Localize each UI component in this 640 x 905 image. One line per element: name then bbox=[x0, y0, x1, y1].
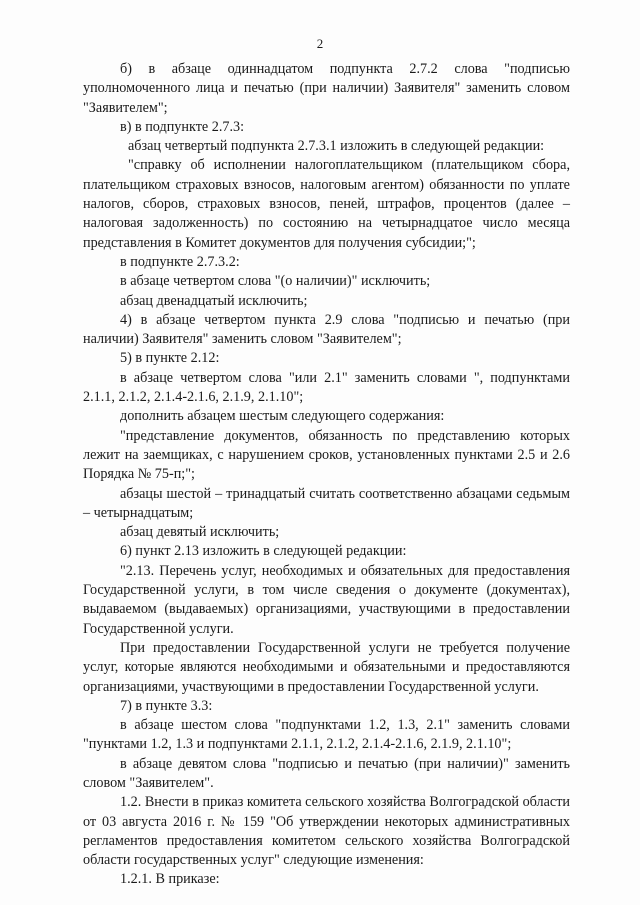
paragraph: "2.13. Перечень услуг, необходимых и обязательных для предоставления Государственной услуги, в том числе сведения о документе (документах), выдаваемом (выдаваемых) организациями, участвующими в предоставлении Государственной услуги. bbox=[83, 562, 570, 637]
paragraph: 7) в пункте 3.3: bbox=[120, 697, 213, 714]
paragraph: в абзаце шестом слова "подпунктами 1.2, 1.3, 2.1" заменить словами "пунктами 1.2, 1.3 и подпунктами 2.1.1, 2.1.2, 2.1.4-2.1.6, 2.1.9, 2.1.10"; bbox=[83, 717, 570, 753]
paragraph: в абзаце девятом слова "подписью и печатью (при наличии)" заменить словом "Заявителем". bbox=[83, 755, 570, 791]
paragraph: абзац двенадцатый исключить; bbox=[120, 292, 308, 309]
paragraph: в абзаце четвертом слова "или 2.1" заменить словами ", подпунктами 2.1.1, 2.1.2, 2.1.4-2.1.6, 2.1.9, 2.1.10"; bbox=[83, 369, 570, 406]
paragraph: 1.2. Внести в приказ комитета сельского хозяйства Волгоградской области от 03 августа 2016 г. № 159 "Об утверждении некоторых административных регламентов предоставления комитетом сельского хозяйства Волгоградской области государственных услуг" следующие изменения: bbox=[83, 794, 570, 869]
paragraph: абзац четвертый подпункта 2.7.3.1 изложить в следующей редакции: bbox=[128, 138, 545, 155]
page-number: 2 bbox=[316, 36, 324, 51]
document-body bbox=[83, 60, 570, 890]
paragraph: 6) пункт 2.13 изложить в следующей редакции: bbox=[120, 543, 407, 560]
paragraph: абзацы шестой – тринадцатый считать соответственно абзацами седьмым – четырнадцатым; bbox=[83, 485, 570, 521]
paragraph: в абзаце четвертом слова "(о наличии)" исключить; bbox=[120, 273, 431, 290]
paragraph: дополнить абзацем шестым следующего содержания: bbox=[120, 408, 445, 425]
paragraph: в) в подпункте 2.7.3: bbox=[120, 118, 245, 135]
paragraph: "справку об исполнении налогоплательщиком (плательщиком сбора, плательщиком страховых взносов, налоговым агентом) обязанности по уплате налогов, сборов, страховых взносов, пеней, штрафов, процентов (далее – налоговая задолженность) по состоянию на четырнадцатое число месяца представления в Комитет документов для получения субсидии;"; bbox=[83, 157, 570, 251]
paragraph: б) в абзаце одиннадцатом подпункта 2.7.2 слова "подписью уполномоченного лица и печатью (при наличии) Заявителя" заменить словом "Заявителем"; bbox=[83, 61, 570, 116]
paragraph: При предоставлении Государственной услуги не требуется получение услуг, которые являются необходимыми и обязательными и предоставляются организациями, участвующими в предоставлении Государственной услуги. bbox=[83, 639, 570, 695]
paragraph: "представление документов, обязанность по представлению которых лежит на заемщиках, с нарушением сроков, установленных пунктами 2.5 и 2.6 Порядка № 75-п;"; bbox=[83, 427, 570, 483]
paragraph: 5) в пункте 2.12: bbox=[120, 350, 220, 367]
paragraph: 4) в абзаце четвертом пункта 2.9 слова "подписью и печатью (при наличии) Заявителя" заменить словом "Заявителем"; bbox=[83, 311, 570, 348]
paragraph: абзац девятый исключить; bbox=[120, 524, 280, 541]
paragraph: 1.2.1. В приказе: bbox=[120, 871, 220, 888]
paragraph: в подпункте 2.7.3.2: bbox=[120, 253, 240, 270]
